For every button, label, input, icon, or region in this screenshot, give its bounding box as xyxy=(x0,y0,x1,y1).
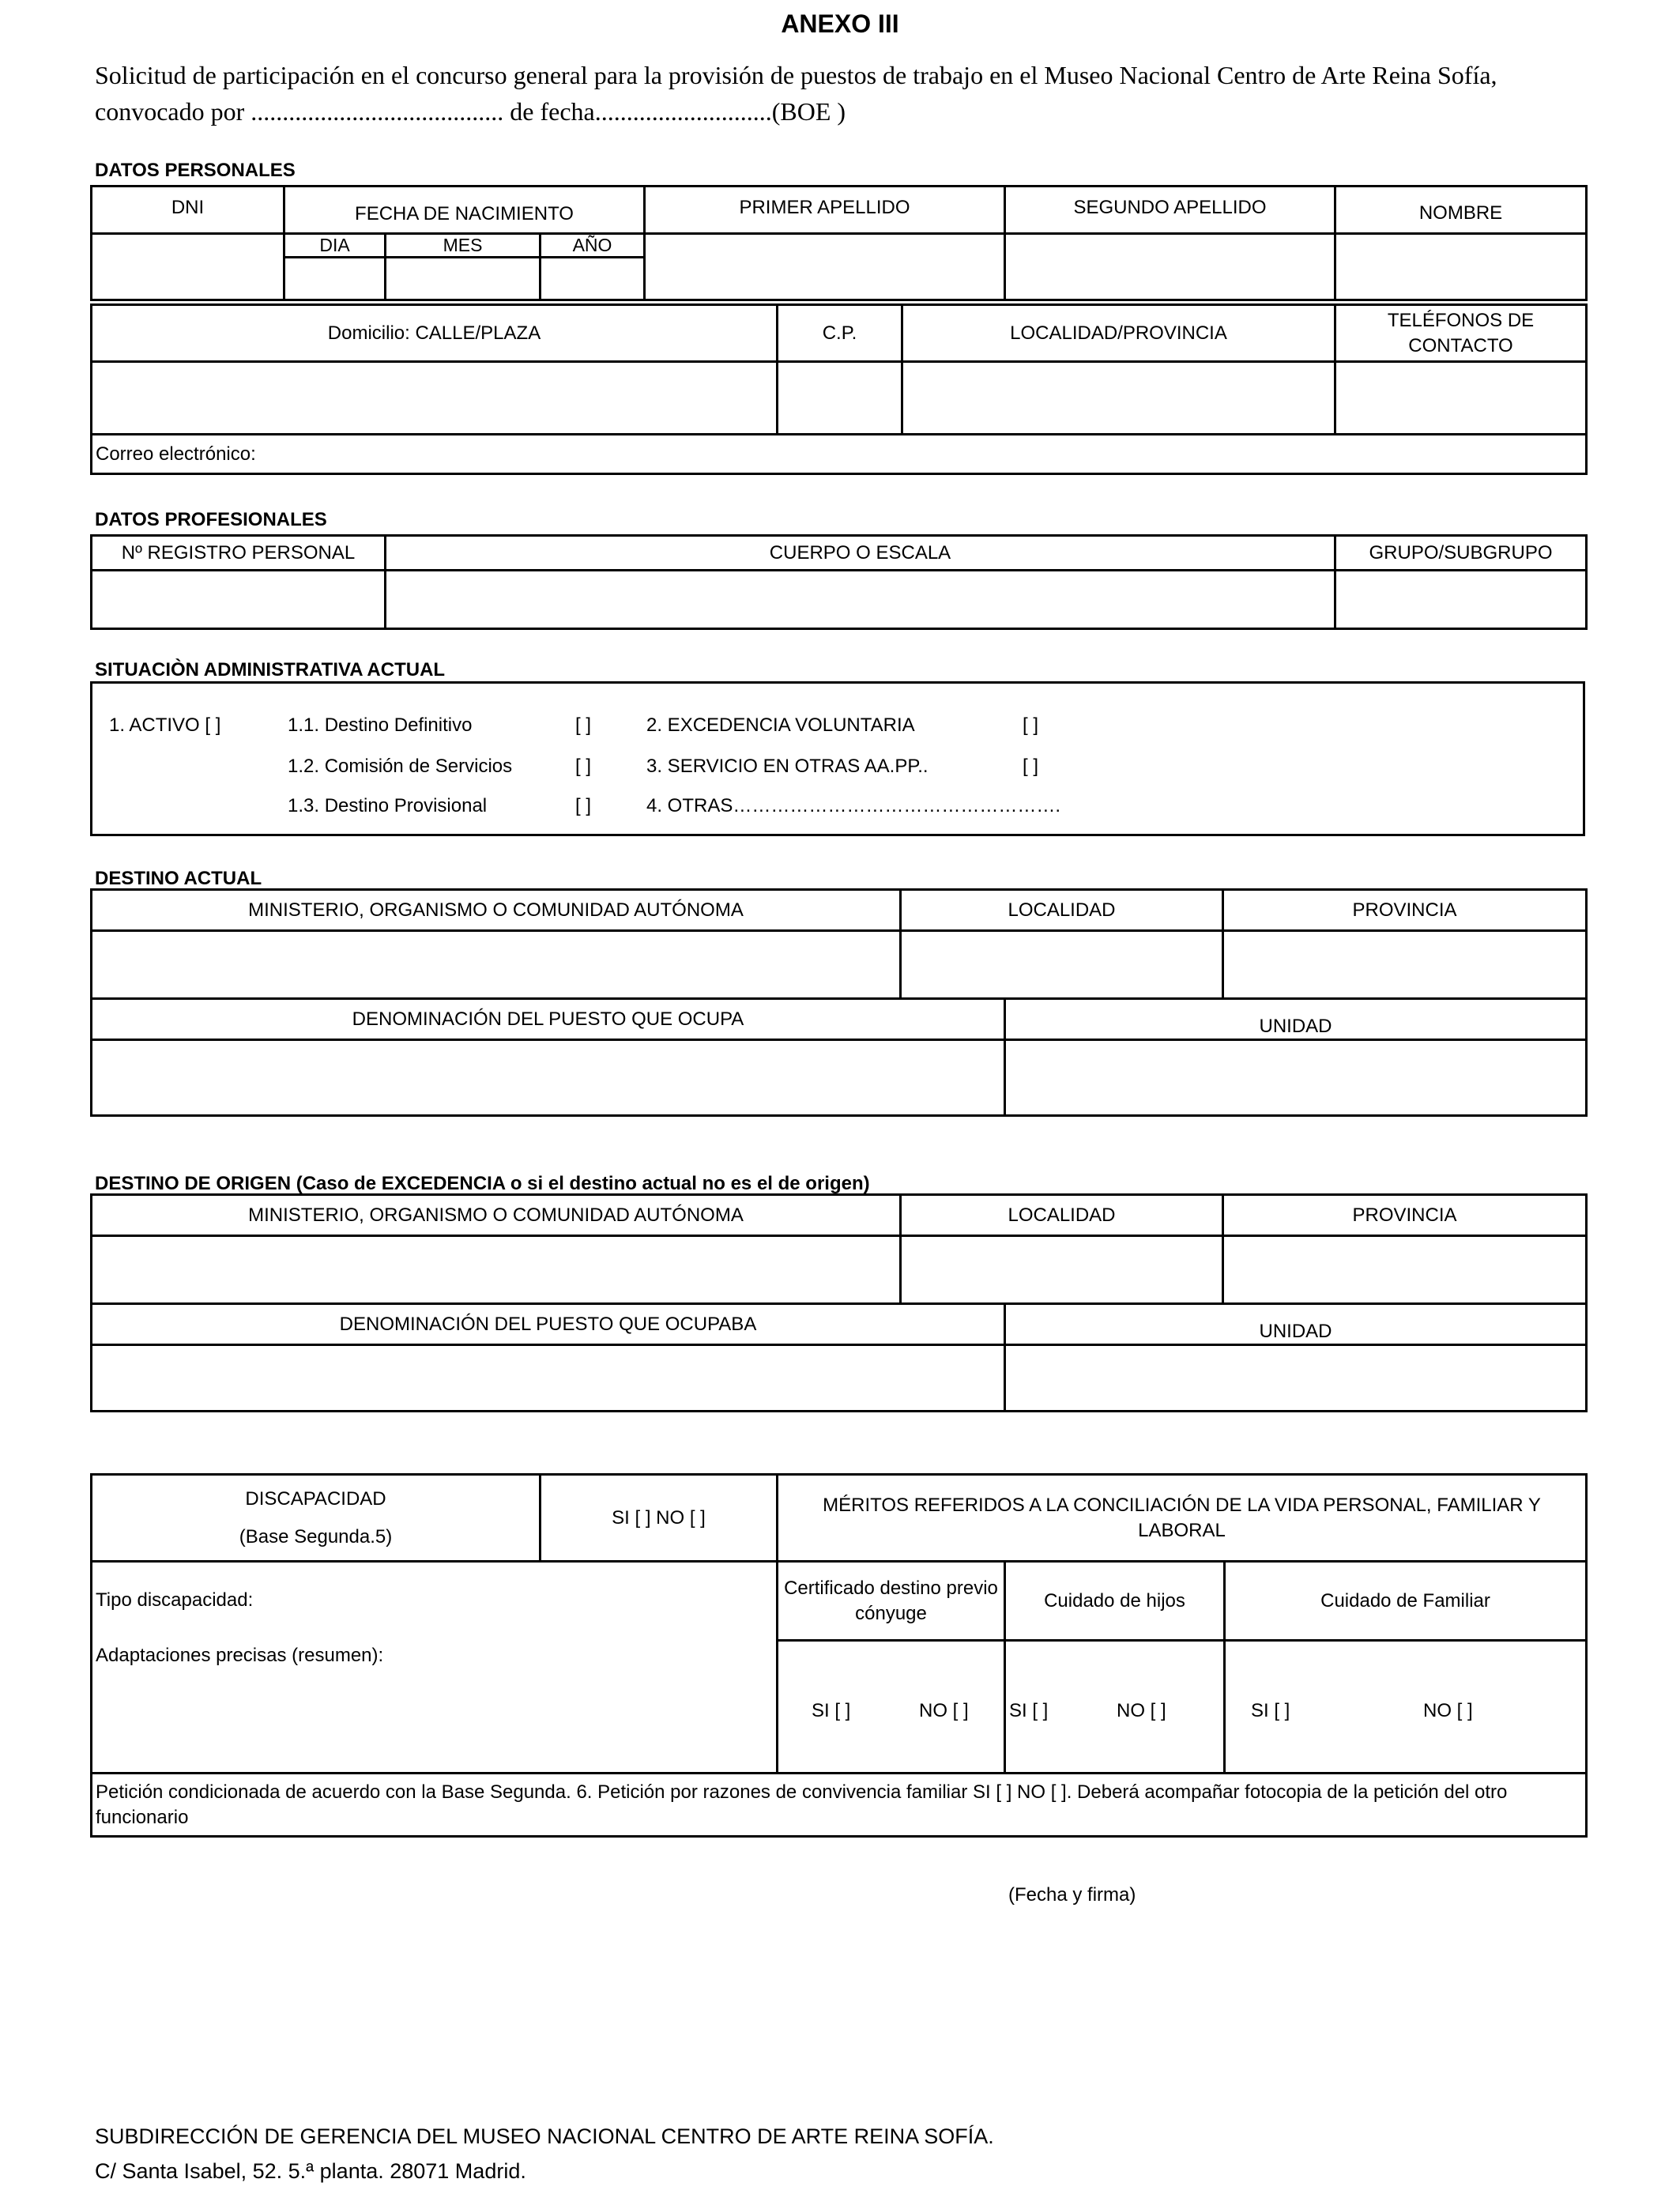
certificate-choices xyxy=(778,1641,1005,1774)
certificate-header: Certificado destino previo cónyuge xyxy=(778,1562,1005,1641)
body-scale-header: CUERPO O ESCALA xyxy=(386,536,1335,571)
footer-address-line2: C/ Santa Isabel, 52. 5.ª planta. 28071 Madrid. xyxy=(95,2159,526,2183)
locality-province-field[interactable] xyxy=(902,362,1335,435)
origin-ministry-header: MINISTERIO, ORGANISMO O COMUNIDAD AUTÓNOMA xyxy=(92,1195,901,1236)
checkbox-excedencia[interactable]: [ ] xyxy=(1023,714,1039,736)
children-si[interactable]: SI [ ] xyxy=(1009,1700,1049,1721)
disability-label: DISCAPACIDAD xyxy=(245,1487,386,1510)
disability-type-label: Tipo discapacidad: xyxy=(96,1589,254,1611)
form-title: ANEXO III xyxy=(781,9,899,38)
option-otras[interactable]: 4. OTRAS……………………………………………. xyxy=(646,795,1061,816)
date-signature-label: (Fecha y firma) xyxy=(1008,1884,1136,1906)
group-header: GRUPO/SUBGRUPO xyxy=(1335,536,1587,571)
origin-post-header: DENOMINACIÓN DEL PUESTO QUE OCUPABA xyxy=(92,1304,1005,1345)
children-choices xyxy=(1005,1641,1225,1774)
conditional-petition[interactable]: Petición condicionada de acuerdo con la Base Segunda. 6. Petición por razones de convivencia familiar SI [ ] NO [ ]. Deberá acompañar fotocopia de la petición del otro funcionario xyxy=(92,1774,1587,1837)
option-excedencia: 2. EXCEDENCIA VOLUNTARIA xyxy=(646,714,915,736)
current-post-field[interactable] xyxy=(92,1040,1005,1116)
dni-field[interactable] xyxy=(92,234,284,300)
locality-province-header: LOCALIDAD/PROVINCIA xyxy=(902,305,1335,362)
first-surname-header: PRIMER APELLIDO xyxy=(645,187,1005,234)
registry-field[interactable] xyxy=(92,571,386,629)
origin-table-bottom xyxy=(90,1302,1588,1412)
disability-yes-no[interactable]: SI [ ] NO [ ] xyxy=(541,1475,778,1562)
phones-field[interactable] xyxy=(1335,362,1587,435)
year-field[interactable] xyxy=(541,258,645,300)
origin-ministry-field[interactable] xyxy=(92,1236,901,1304)
day-header: DIA xyxy=(284,234,386,258)
option-active[interactable]: 1. ACTIVO [ ] xyxy=(109,714,221,736)
certificate-si[interactable]: SI [ ] xyxy=(812,1700,851,1721)
current-table-top xyxy=(90,888,1588,1000)
origin-locality-header: LOCALIDAD xyxy=(901,1195,1223,1236)
address-field[interactable] xyxy=(92,362,778,435)
name-field[interactable] xyxy=(1335,234,1587,300)
checkbox-provisional[interactable]: [ ] xyxy=(575,795,592,816)
adaptations-label: Adaptaciones precisas (resumen): xyxy=(96,1645,384,1666)
family-choices xyxy=(1225,1641,1587,1774)
disability-details-field[interactable] xyxy=(92,1562,778,1774)
section-situation-heading: SITUACIÒN ADMINISTRATIVA ACTUAL xyxy=(95,659,446,680)
month-header: MES xyxy=(386,234,541,258)
birthdate-header: FECHA DE NACIMIENTO xyxy=(284,187,645,234)
checkbox-definitive[interactable]: [ ] xyxy=(575,714,592,736)
personal-table xyxy=(90,185,1588,301)
professional-table xyxy=(90,534,1588,630)
name-header: NOMBRE xyxy=(1335,187,1587,234)
origin-unit-header: UNIDAD xyxy=(1005,1304,1587,1345)
origin-table-top xyxy=(90,1193,1588,1305)
current-ministry-header: MINISTERIO, ORGANISMO O COMUNIDAD AUTÓNOMA xyxy=(92,890,901,931)
second-surname-header: SEGUNDO APELLIDO xyxy=(1005,187,1335,234)
origin-unit-field[interactable] xyxy=(1005,1345,1587,1412)
month-field[interactable] xyxy=(386,258,541,300)
section-current-heading: DESTINO ACTUAL xyxy=(95,868,262,889)
section-professional-heading: DATOS PROFESIONALES xyxy=(95,509,327,530)
postal-code-field[interactable] xyxy=(778,362,902,435)
disability-table xyxy=(90,1473,1588,1838)
current-locality-header: LOCALIDAD xyxy=(901,890,1223,931)
email-label: Correo electrónico: xyxy=(96,443,256,465)
disability-header xyxy=(92,1475,541,1562)
option-definitive: 1.1. Destino Definitivo xyxy=(288,714,473,736)
current-locality-field[interactable] xyxy=(901,931,1223,999)
checkbox-otras-aapp[interactable]: [ ] xyxy=(1023,756,1039,777)
section-origin-heading: DESTINO DE ORIGEN (Caso de EXCEDENCIA o si el destino actual no es el de origen) xyxy=(95,1173,870,1194)
option-provisional: 1.3. Destino Provisional xyxy=(288,795,488,816)
address-table xyxy=(90,303,1588,475)
year-header: AÑO xyxy=(541,234,645,258)
group-field[interactable] xyxy=(1335,571,1587,629)
current-post-header: DENOMINACIÓN DEL PUESTO QUE OCUPA xyxy=(92,999,1005,1040)
phones-header: TELÉFONOS DE CONTACTO xyxy=(1335,305,1587,362)
form-intro: Solicitud de participación en el concurso general para la provisión de puestos de trabajo en el Museo Nacional Centro de Arte Reina Sofía, convocado por ........................................ de fecha............................(BOE ) xyxy=(95,61,1497,126)
checkbox-commission[interactable]: [ ] xyxy=(575,756,592,777)
origin-province-header: PROVINCIA xyxy=(1223,1195,1587,1236)
body-scale-field[interactable] xyxy=(386,571,1335,629)
certificate-no[interactable]: NO [ ] xyxy=(919,1700,969,1721)
option-otras-aapp: 3. SERVICIO EN OTRAS AA.PP.. xyxy=(646,756,929,777)
dni-header: DNI xyxy=(92,187,284,234)
second-surname-field[interactable] xyxy=(1005,234,1335,300)
children-no[interactable]: NO [ ] xyxy=(1117,1700,1166,1721)
address-header: Domicilio: CALLE/PLAZA xyxy=(92,305,778,362)
current-province-field[interactable] xyxy=(1223,931,1587,999)
children-care-header: Cuidado de hijos xyxy=(1005,1562,1225,1641)
registry-header: Nº REGISTRO PERSONAL xyxy=(92,536,386,571)
family-no[interactable]: NO [ ] xyxy=(1423,1700,1473,1721)
origin-province-field[interactable] xyxy=(1223,1236,1587,1304)
origin-locality-field[interactable] xyxy=(901,1236,1223,1304)
current-unit-field[interactable] xyxy=(1005,1040,1587,1116)
merits-header: MÉRITOS REFERIDOS A LA CONCILIACIÓN DE LA VIDA PERSONAL, FAMILIAR Y LABORAL xyxy=(778,1475,1587,1562)
postal-code-header: C.P. xyxy=(778,305,902,362)
day-field[interactable] xyxy=(284,258,386,300)
origin-post-field[interactable] xyxy=(92,1345,1005,1412)
section-personal-heading: DATOS PERSONALES xyxy=(95,160,296,181)
family-si[interactable]: SI [ ] xyxy=(1251,1700,1290,1721)
disability-base: (Base Segunda.5) xyxy=(239,1525,393,1547)
first-surname-field[interactable] xyxy=(645,234,1005,300)
current-unit-header: UNIDAD xyxy=(1005,999,1587,1040)
option-commission: 1.2. Comisión de Servicios xyxy=(288,756,513,777)
family-care-header: Cuidado de Familiar xyxy=(1225,1562,1587,1641)
email-field[interactable] xyxy=(92,435,1587,474)
current-ministry-field[interactable] xyxy=(92,931,901,999)
current-province-header: PROVINCIA xyxy=(1223,890,1587,931)
current-table-bottom xyxy=(90,997,1588,1117)
footer-address-line1: SUBDIRECCIÓN DE GERENCIA DEL MUSEO NACIONAL CENTRO DE ARTE REINA SOFÍA. xyxy=(95,2124,994,2148)
